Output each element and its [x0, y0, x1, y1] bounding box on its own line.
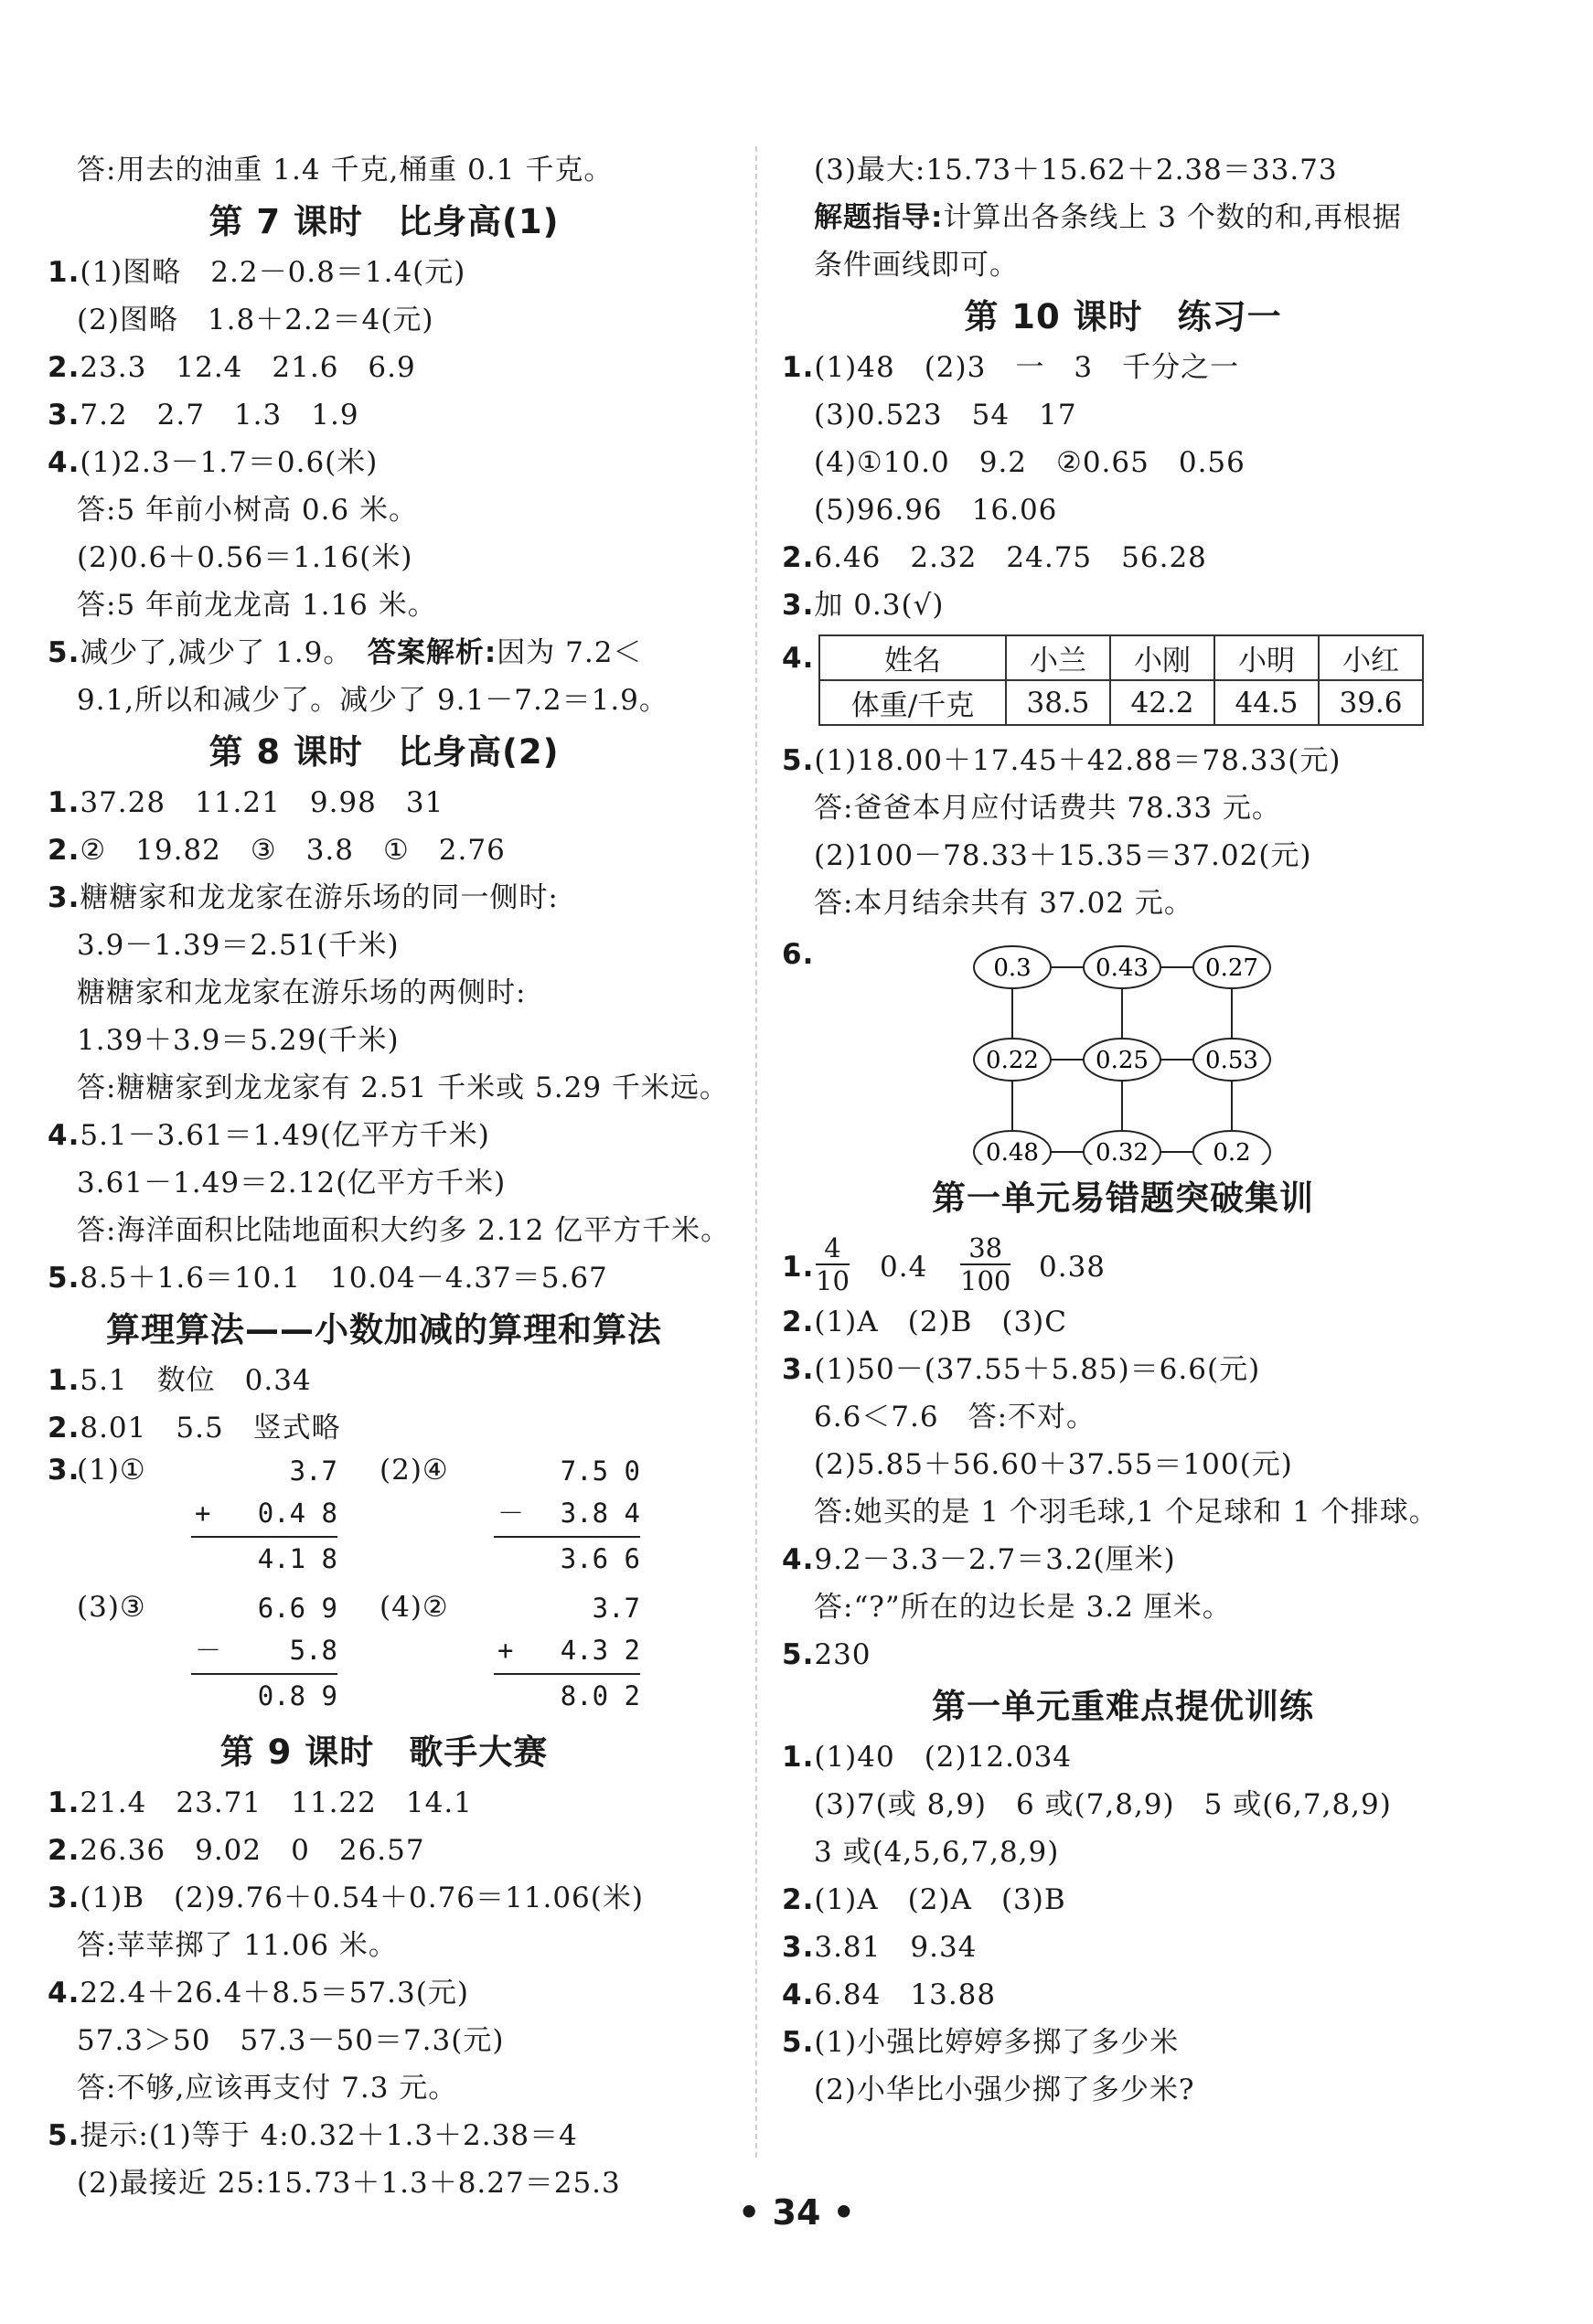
item-text: 37.28 11.21 9.98 31 [80, 786, 444, 819]
answer-line [814, 790, 1281, 826]
table-header-cell: 姓名 [819, 635, 1006, 680]
answer-line [77, 587, 437, 624]
item-text: (1)40 (2)12.034 [814, 1741, 1073, 1774]
vertical-calculation [494, 1450, 649, 1587]
answer-line [814, 2072, 1195, 2108]
item-number [48, 1452, 80, 1488]
table-cell: 小兰 [1006, 635, 1110, 680]
item-text: 糖糖家和龙龙家在游乐场的同一侧时: [80, 881, 559, 914]
calc-middle: 4.3 2 [560, 1635, 640, 1666]
item-number-label: 1. [782, 1251, 815, 1284]
answer-item [48, 1117, 490, 1154]
line-text: (5)96.96 16.06 [814, 494, 1058, 527]
item-number: 5. [48, 2119, 80, 2152]
answer-line [814, 837, 1312, 874]
answer-line [77, 1927, 398, 1964]
item-text: 23.3 12.4 21.6 6.9 [80, 351, 416, 384]
section-heading: 第一单元重难点提优训练 [932, 1687, 1314, 1726]
answer-item [782, 1541, 1176, 1578]
line-text: 条件画线即可。 [814, 249, 1019, 282]
answer-item [782, 1636, 871, 1673]
answer-item [48, 879, 559, 916]
answer-item [48, 444, 378, 481]
answer-line [77, 1212, 730, 1249]
line-text: 答:她买的是 1 个羽毛球,1 个足球和 1 个排球。 [814, 1496, 1438, 1529]
answer-item [782, 1929, 977, 1966]
line-text: (3)最大:15.73＋15.62＋2.38＝33.73 [814, 154, 1338, 187]
answer-line [814, 1786, 1392, 1823]
answer-line [814, 444, 1246, 481]
vertical-calculation [191, 1587, 347, 1724]
item-number: 5. [48, 636, 80, 669]
item-number: 5. [782, 2026, 815, 2059]
section-heading: 第 7 课时 比身高(1) [208, 202, 560, 241]
answer-line [814, 247, 1019, 283]
answer-line [77, 302, 433, 338]
item-number-label: 4. [782, 642, 815, 675]
item-number [782, 1249, 814, 1285]
answer-line [814, 1399, 1096, 1435]
answer-line [77, 152, 613, 188]
item-number: 3. [782, 589, 815, 622]
answer-line [77, 1022, 400, 1059]
answer-item [782, 587, 944, 624]
item-number: 1. [782, 1741, 815, 1774]
calc-label: (3)③ [77, 1591, 146, 1624]
answer-item [782, 1351, 1260, 1388]
answer-line [77, 2165, 621, 2201]
calc-middle: 3.8 4 [560, 1498, 640, 1529]
calc-label: (2)④ [380, 1454, 449, 1487]
explanation-label: 答案解析: [367, 636, 497, 669]
line-text: 6.6＜7.6 答:不对。 [814, 1401, 1096, 1434]
item-number: 3. [48, 881, 80, 914]
denominator: 10 [816, 1265, 850, 1296]
line-text: (2)100－78.33＋15.35＝37.02(元) [814, 839, 1312, 872]
answer-item [782, 2024, 1179, 2061]
item-text: (1)18.00＋17.45＋42.88＝78.33(元) [814, 744, 1342, 777]
item-number: 5. [48, 1262, 80, 1295]
item-number: 3. [782, 1353, 815, 1386]
item-number: 2. [48, 351, 80, 384]
answer-line [77, 975, 526, 1011]
answer-item [782, 742, 1341, 779]
item-text: 5.1 数位 0.34 [80, 1364, 312, 1397]
answer-item [48, 1832, 425, 1869]
section-heading: 第 9 课时 歌手大赛 [219, 1732, 549, 1772]
item-number-label: 3. [48, 1454, 80, 1487]
item-text: (1)图略 2.2－0.8＝1.4(元) [80, 256, 466, 289]
answer-line [814, 492, 1057, 528]
item-number [782, 936, 814, 973]
item-number-label: 6. [782, 938, 815, 971]
answer-item [782, 1304, 1067, 1340]
item-number: 2. [782, 1883, 815, 1916]
line-text: (3)0.523 54 17 [814, 399, 1077, 432]
answer-item [48, 1880, 644, 1916]
table-cell: 小明 [1214, 635, 1319, 680]
item-text: 6.84 13.88 [814, 1978, 997, 2011]
answer-item [48, 397, 359, 433]
answer-item [48, 1410, 341, 1446]
line-text: (2)5.85＋56.60＋37.55＝100(元) [814, 1448, 1293, 1481]
calc-result: 8.0 2 [560, 1680, 640, 1711]
grid-node-value: 0.22 [986, 1047, 1039, 1074]
line-text: 答:5 年前小树高 0.6 米。 [77, 494, 419, 527]
calc-result: 3.6 6 [560, 1543, 640, 1574]
calc-middle: 5.8 [289, 1635, 337, 1666]
item-text: (1)50－(37.55＋5.85)＝6.6(元) [814, 1353, 1261, 1386]
column-divider [755, 146, 757, 2158]
item-text: 22.4＋26.4＋8.5＝57.3(元) [80, 1977, 469, 2010]
answer-line [814, 1446, 1293, 1483]
item-number: 2. [782, 1306, 815, 1338]
line-text: 答:爸爸本月应付话费共 78.33 元。 [814, 792, 1281, 825]
item-number: 4. [48, 1119, 80, 1152]
line-text: (2)最接近 25:15.73＋1.3＋8.27＝25.3 [77, 2167, 621, 2200]
calc-operator: + [497, 1635, 514, 1666]
answer-item [48, 832, 506, 869]
answer-item [48, 1975, 469, 2011]
vertical-calculation [494, 1587, 649, 1724]
calc-middle: 0.4 8 [257, 1498, 337, 1529]
item-number: 4. [48, 446, 80, 479]
decimal-value: 0.4 [880, 1251, 928, 1284]
table-cell: 42.2 [1110, 680, 1214, 725]
line-text: 答:糖糖家到龙龙家有 2.51 千米或 5.29 千米远。 [77, 1071, 729, 1104]
line-text: (4)①10.0 9.2 ②0.65 0.56 [814, 446, 1246, 479]
calc-top: 6.6 9 [257, 1593, 337, 1624]
answer-line [814, 1834, 1059, 1871]
answer-item [782, 1882, 1066, 1918]
line-text: 答:用去的油重 1.4 千克,桶重 0.1 千克。 [77, 154, 614, 187]
answer-item [48, 784, 444, 821]
answer-item [782, 1739, 1072, 1775]
section-heading: 第 8 课时 比身高(2) [208, 732, 560, 772]
item-number: 1. [48, 256, 80, 289]
answer-line [77, 682, 668, 719]
item-text-tail: 因为 7.2＜ [497, 636, 643, 669]
item-number: 2. [48, 1834, 80, 1867]
grid-node-value: 0.43 [1096, 954, 1149, 982]
line-text: 糖糖家和龙龙家在游乐场的两侧时: [77, 976, 527, 1009]
item-text: (1)小强比婷婷多掷了多少米 [814, 2026, 1180, 2059]
answer-item [48, 349, 416, 386]
item-number: 1. [48, 786, 80, 819]
answer-item [48, 254, 465, 291]
grid-node-value: 0.2 [1213, 1139, 1251, 1165]
table-cell: 38.5 [1006, 680, 1110, 725]
answer-line [77, 1070, 729, 1106]
answer-line [814, 199, 1402, 236]
item-number: 3. [48, 399, 80, 432]
item-number: 1. [48, 1364, 80, 1397]
calc-result: 0.8 9 [257, 1680, 337, 1711]
grid-node-value: 0.27 [1205, 954, 1258, 982]
fraction [816, 1232, 850, 1296]
item-text: 加 0.3(√) [814, 589, 945, 622]
vertical-calculation [191, 1450, 347, 1587]
answer-line [77, 539, 412, 576]
grid-node-value: 0.48 [986, 1139, 1039, 1165]
line-text: 3.61－1.49＝2.12(亿平方千米) [77, 1167, 507, 1199]
numerator: 38 [968, 1232, 1003, 1263]
line-text: 答:本月结余共有 37.02 元。 [814, 887, 1193, 920]
item-text: (1)A (2)B (3)C [814, 1306, 1067, 1338]
grid-node-value: 0.32 [1096, 1139, 1149, 1165]
item-number: 4. [48, 1977, 80, 2010]
numerator: 4 [824, 1232, 841, 1263]
section-heading: 算理算法——小数加减的算理和算法 [106, 1310, 662, 1349]
item-number: 4. [782, 1543, 815, 1576]
item-number: 3. [48, 1882, 80, 1914]
table-cell: 39.6 [1319, 680, 1423, 725]
line-text: 1.39＋3.9＝5.29(千米) [77, 1024, 400, 1057]
answer-item [48, 1362, 312, 1399]
item-text: 7.2 2.7 1.3 1.9 [80, 399, 359, 432]
item-number: 1. [782, 351, 815, 384]
item-number: 2. [48, 1412, 80, 1445]
item-text: ② 19.82 ③ 3.8 ① 2.76 [80, 834, 506, 867]
item-text: 21.4 23.71 11.22 14.1 [80, 1786, 473, 1819]
grid-node-value: 0.3 [993, 954, 1032, 982]
section-heading: 第一单元易错题突破集训 [932, 1178, 1314, 1218]
answer-item [782, 1977, 996, 2013]
answer-line [814, 1494, 1438, 1530]
table-header-cell: 体重/千克 [819, 680, 1006, 725]
calc-label: (1)① [77, 1454, 146, 1487]
item-number [782, 640, 814, 677]
item-number: 3. [782, 1931, 815, 1964]
item-text: (1)2.3－1.7＝0.6(米) [80, 446, 379, 479]
grid-node-value: 0.53 [1205, 1047, 1258, 1074]
line-text: 答:“?”所在的边长是 3.2 厘米。 [814, 1591, 1232, 1624]
item-number: 5. [782, 1638, 815, 1671]
calc-result: 4.1 8 [257, 1543, 337, 1574]
item-text: (1)B (2)9.76＋0.54＋0.76＝11.06(米) [80, 1882, 644, 1914]
line-text: 3 或(4,5,6,7,8,9) [814, 1836, 1060, 1869]
answer-item [48, 634, 642, 671]
answer-item [782, 539, 1207, 576]
answer-line [814, 1589, 1232, 1626]
item-text: 26.36 9.02 0 26.57 [80, 1834, 425, 1867]
item-text: 5.1－3.61＝1.49(亿平方千米) [80, 1119, 490, 1152]
item-text: (1)A (2)A (3)B [814, 1883, 1066, 1916]
item-text: 计算出各条线上 3 个数的和,再根据 [943, 201, 1402, 234]
line-text: 答:海洋面积比陆地面积大约多 2.12 亿平方千米。 [77, 1214, 731, 1247]
answer-line [77, 2022, 504, 2059]
table-cell: 44.5 [1214, 680, 1319, 725]
line-text: 答:不够,应该再支付 7.3 元。 [77, 2072, 458, 2105]
calc-operator: － [195, 1635, 222, 1666]
answer-line [814, 885, 1193, 922]
answer-line [814, 397, 1077, 433]
decimal-value: 0.38 [1039, 1251, 1107, 1284]
grid-node-value: 0.25 [1096, 1047, 1149, 1074]
calc-top: 7.5 0 [560, 1455, 640, 1487]
line-text: 3.9－1.39＝2.51(千米) [77, 929, 400, 962]
explanation-label: 解题指导: [814, 201, 944, 234]
item-number: 2. [48, 834, 80, 867]
item-text: 8.01 5.5 竖式略 [80, 1412, 341, 1445]
table-cell: 小刚 [1110, 635, 1214, 680]
line-text: (2)小华比小强少掷了多少米? [814, 2073, 1195, 2106]
item-text: 减少了,减少了 1.9。 [80, 636, 368, 669]
calc-operator: － [497, 1498, 525, 1529]
table-row [819, 635, 1423, 680]
item-text: 3.81 9.34 [814, 1931, 978, 1964]
line-text: 9.1,所以和减少了。减少了 9.1－7.2＝1.9。 [77, 684, 668, 717]
answer-item [48, 2117, 578, 2154]
answer-line [77, 927, 400, 964]
answer-line [77, 1165, 506, 1201]
calc-top: 3.7 [592, 1593, 640, 1624]
fraction [960, 1232, 1010, 1296]
item-text: 8.5＋1.6＝10.1 10.04－4.37＝5.67 [80, 1262, 608, 1295]
line-text: 答:苹苹掷了 11.06 米。 [77, 1929, 398, 1962]
answer-item [48, 1260, 608, 1296]
item-text: 提示:(1)等于 4:0.32＋1.3＋2.38＝4 [80, 2119, 578, 2152]
item-number: 1. [48, 1786, 80, 1819]
line-text: (2)0.6＋0.56＝1.16(米) [77, 541, 413, 574]
calc-operator: + [195, 1498, 211, 1529]
answer-item [782, 349, 1239, 386]
page-number: • 34 • [738, 2192, 855, 2233]
number-grid-diagram [951, 936, 1335, 1165]
item-text: 6.46 2.32 24.75 56.28 [814, 541, 1207, 574]
answer-item [48, 1785, 473, 1821]
table-cell: 小红 [1319, 635, 1423, 680]
line-text: (2)图略 1.8＋2.2＝4(元) [77, 304, 434, 336]
section-heading: 第 10 课时 练习一 [964, 297, 1282, 336]
line-text: 57.3＞50 57.3－50＝7.3(元) [77, 2024, 505, 2057]
answer-line [77, 2070, 457, 2106]
denominator: 100 [960, 1265, 1011, 1296]
weight-table [818, 634, 1424, 726]
line-text: (3)7(或 8,9) 6 或(7,8,9) 5 或(6,7,8,9) [814, 1788, 1392, 1821]
calc-top: 3.7 [257, 1455, 337, 1487]
item-text: 9.2－3.3－2.7＝3.2(厘米) [814, 1543, 1176, 1576]
answer-line [814, 152, 1338, 188]
item-number: 2. [782, 541, 815, 574]
calc-label: (4)② [380, 1591, 449, 1624]
table-row [819, 680, 1423, 725]
item-number: 5. [782, 744, 815, 777]
item-number: 4. [782, 1978, 815, 2011]
answer-line [77, 492, 418, 528]
item-text: (1)48 (2)3 一 3 千分之一 [814, 351, 1240, 384]
item-text: 230 [814, 1638, 871, 1671]
line-text: 答:5 年前龙龙高 1.16 米。 [77, 589, 437, 622]
